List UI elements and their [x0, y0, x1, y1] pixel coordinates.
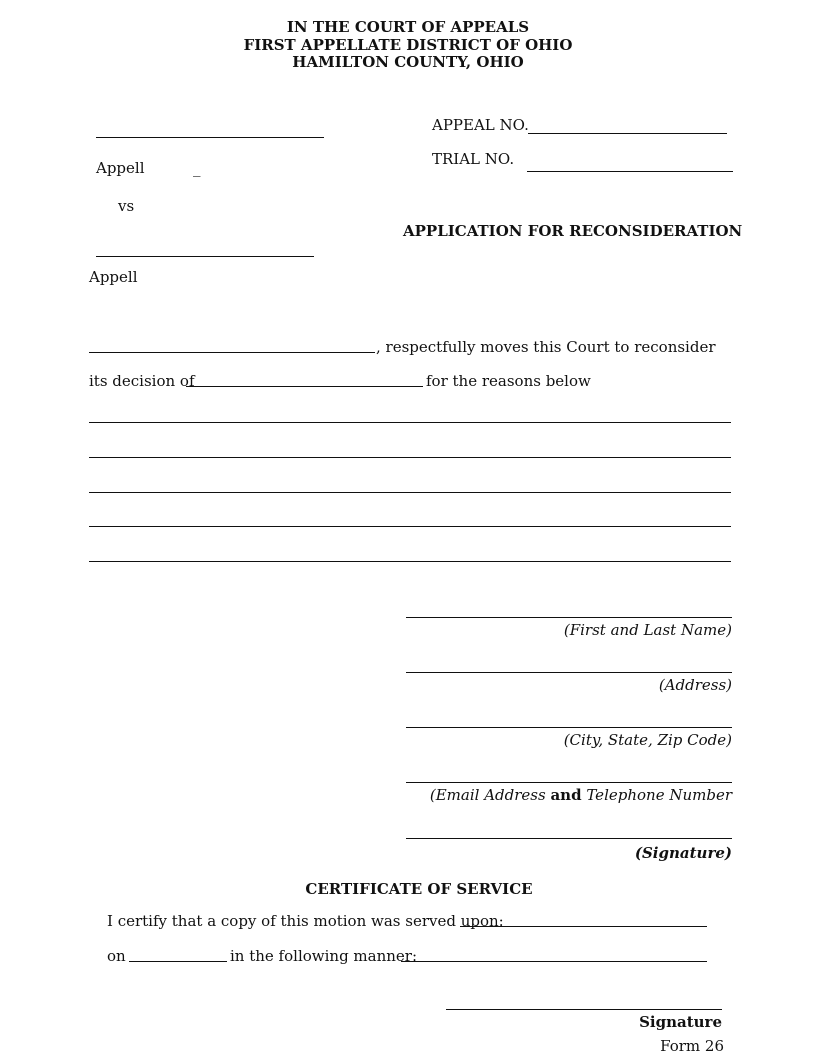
name-line[interactable]: [406, 617, 732, 618]
email-phone-line[interactable]: [406, 782, 732, 783]
city-state-zip-label: (City, State, Zip Code): [563, 731, 732, 749]
court-header-line2: FIRST APPELLATE DISTRICT OF OHIO: [243, 35, 573, 54]
certificate-signature-label: Signature: [639, 1013, 722, 1031]
motion-line2-suffix: for the reasons below: [426, 372, 591, 390]
appeal-no-line[interactable]: [528, 133, 727, 134]
email-label-prefix: (Email Address: [429, 786, 551, 804]
document-title: APPLICATION FOR RECONSIDERATION: [403, 222, 743, 240]
motion-line2-prefix: its decision of: [89, 372, 195, 390]
certificate-on-label: on: [107, 947, 126, 965]
decision-date-line[interactable]: [186, 386, 423, 387]
movant-name-line[interactable]: [89, 352, 375, 353]
address-line[interactable]: [406, 672, 732, 673]
service-manner-line[interactable]: [401, 961, 707, 962]
certificate-line1-text: I certify that a copy of this motion was served upon:: [107, 912, 504, 930]
email-label-suffix: Telephone Number: [581, 786, 732, 804]
certificate-title: CERTIFICATE OF SERVICE: [305, 880, 533, 898]
email-phone-label: [430, 786, 732, 804]
city-state-zip-line[interactable]: [406, 727, 732, 728]
vs-label: vs: [118, 197, 135, 215]
appellant-name-line[interactable]: [96, 137, 324, 138]
motion-line1-text: , respectfully moves this Court to reconsider: [376, 338, 716, 356]
reasons-line-1[interactable]: [89, 422, 731, 423]
court-header-line1: IN THE COURT OF APPEALS: [286, 18, 530, 36]
address-label: (Address): [658, 676, 732, 694]
reasons-line-5[interactable]: [89, 561, 731, 562]
form-number: Form 26: [660, 1037, 724, 1055]
signature-label: (Signature): [634, 844, 732, 862]
reasons-line-3[interactable]: [89, 492, 731, 493]
court-header-line3: HAMILTON COUNTY, OHIO: [292, 53, 524, 71]
certificate-signature-line[interactable]: [446, 1009, 722, 1010]
service-date-line[interactable]: [129, 961, 227, 962]
appellee-name-line[interactable]: [96, 256, 314, 257]
served-upon-line[interactable]: [460, 926, 707, 927]
appeal-no-label: APPEAL NO.: [432, 116, 529, 134]
appellant-label: Appell: [96, 159, 145, 177]
certificate-manner-label: in the following manner:: [230, 947, 418, 965]
appellant-label-suffix: _: [193, 159, 201, 177]
signature-line[interactable]: [406, 838, 732, 839]
appellee-label: Appell: [89, 268, 138, 286]
email-label-and: and: [550, 786, 582, 804]
trial-no-line[interactable]: [527, 171, 733, 172]
trial-no-label: TRIAL NO.: [432, 150, 515, 168]
name-label: (First and Last Name): [563, 621, 732, 639]
reasons-line-2[interactable]: [89, 457, 731, 458]
reasons-line-4[interactable]: [89, 526, 731, 527]
